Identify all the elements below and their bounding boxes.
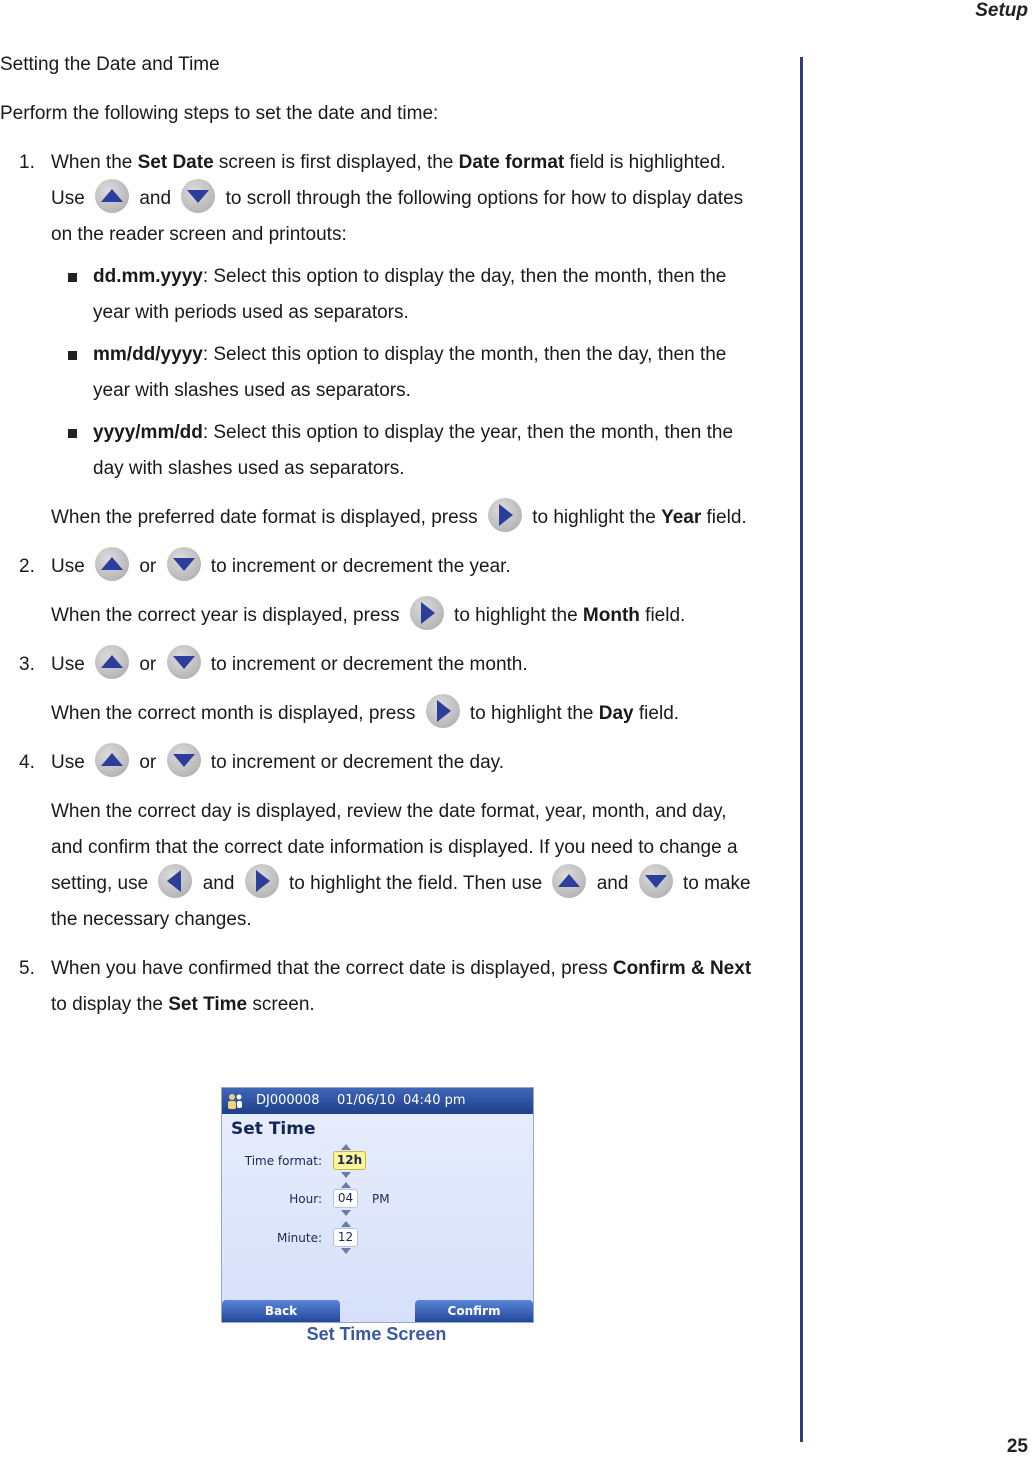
down-arrow-icon (341, 1248, 351, 1254)
figure-caption: Set Time Screen (306, 1324, 447, 1344)
set-time-screen-image (221, 1087, 534, 1323)
step-2-text: Use or to increment or decrement the year. (51, 549, 760, 585)
confirm-button[interactable]: Confirm (415, 1300, 533, 1322)
intro-text: Perform the following steps to set the date and time: (0, 103, 439, 124)
up-arrow-icon (341, 1144, 351, 1150)
device-time: 04:40 pm (403, 1093, 466, 1108)
down-arrow-button-icon (167, 645, 201, 679)
left-arrow-button-icon (158, 864, 192, 898)
step-3-text: Use or to increment or decrement the month. (51, 647, 760, 683)
down-arrow-button-icon (639, 864, 673, 898)
step-4-text: Use or to increment or decrement the day. (51, 745, 760, 781)
up-arrow-button-icon (95, 645, 129, 679)
list-item: dd.mm.yyyy: Select this option to display the day, then the month, then the year with periods used as separators. (51, 259, 760, 331)
step-4-followup: When the correct day is displayed, review the date format, year, month, and day, and confirm that the correct date information is displayed. If you need to change a setting, use and to highlight the field. Then use and to make the necessary changes. (51, 801, 751, 930)
step-5-text: When you have confirmed that the correct date is displayed, press Confirm & Next to display the Set Time screen. (51, 958, 752, 1015)
right-arrow-button-icon (488, 498, 522, 532)
hour-label: Hour: (289, 1192, 322, 1206)
date-format-options (51, 259, 760, 487)
bullet-icon (68, 273, 77, 282)
minute-field[interactable]: 12 (333, 1228, 358, 1247)
right-arrow-button-icon (410, 596, 444, 630)
step-number: 1. (19, 152, 35, 173)
device-status-bar (222, 1088, 533, 1114)
step-number: 3. (19, 654, 35, 675)
step-5 (0, 951, 760, 1023)
bullet-icon (68, 429, 77, 438)
list-item: mm/dd/yyyy: Select this option to display the month, then the day, then the year with slashes used as separators. (51, 337, 760, 409)
down-arrow-button-icon (167, 743, 201, 777)
step-2 (0, 549, 760, 634)
section-title: Setting the Date and Time (0, 54, 220, 75)
step-2-followup: When the correct year is displayed, press to highlight the Month field. (51, 598, 760, 634)
step-3-followup: When the correct month is displayed, press to highlight the Day field. (51, 696, 760, 732)
list-item: yyyy/mm/dd: Select this option to display the year, then the month, then the day with slashes used as separators. (51, 415, 760, 487)
up-arrow-button-icon (95, 547, 129, 581)
ampm-indicator: PM (372, 1192, 390, 1206)
up-arrow-button-icon (552, 864, 586, 898)
right-arrow-button-icon (245, 864, 279, 898)
up-arrow-icon (341, 1221, 351, 1227)
down-arrow-button-icon (181, 179, 215, 213)
step-number: 5. (19, 958, 35, 979)
up-arrow-icon (341, 1182, 351, 1188)
device-id: DJ000008 (256, 1093, 320, 1108)
time-format-label: Time format: (244, 1154, 322, 1168)
margin-rule (800, 57, 803, 1442)
bullet-icon (68, 351, 77, 360)
step-3 (0, 647, 760, 732)
step-4 (0, 745, 760, 938)
right-arrow-button-icon (426, 694, 460, 728)
time-format-field[interactable]: 12h (333, 1151, 366, 1170)
main-content (0, 47, 760, 1023)
hour-field[interactable]: 04 (333, 1189, 358, 1208)
step-number: 4. (19, 752, 35, 773)
down-arrow-icon (341, 1210, 351, 1216)
step-1-followup: When the preferred date format is displayed, press to highlight the Year field. (51, 500, 760, 536)
back-button[interactable]: Back (222, 1300, 340, 1322)
step-1 (0, 145, 760, 536)
running-header: Setup (975, 0, 1028, 21)
device-screen-title: Set Time (231, 1119, 316, 1139)
step-1-text: When the Set Date screen is first displayed, the Date format field is highlighted. Use and to scroll through the following options for how to display dates on the reader screen and printouts: (51, 152, 744, 245)
up-arrow-button-icon (95, 743, 129, 777)
down-arrow-button-icon (167, 547, 201, 581)
down-arrow-icon (341, 1172, 351, 1178)
page-number: 25 (1006, 1436, 1028, 1457)
up-arrow-button-icon (95, 179, 129, 213)
device-date: 01/06/10 (337, 1093, 396, 1108)
step-number: 2. (19, 556, 35, 577)
user-icon (226, 1092, 244, 1110)
minute-label: Minute: (276, 1231, 322, 1245)
